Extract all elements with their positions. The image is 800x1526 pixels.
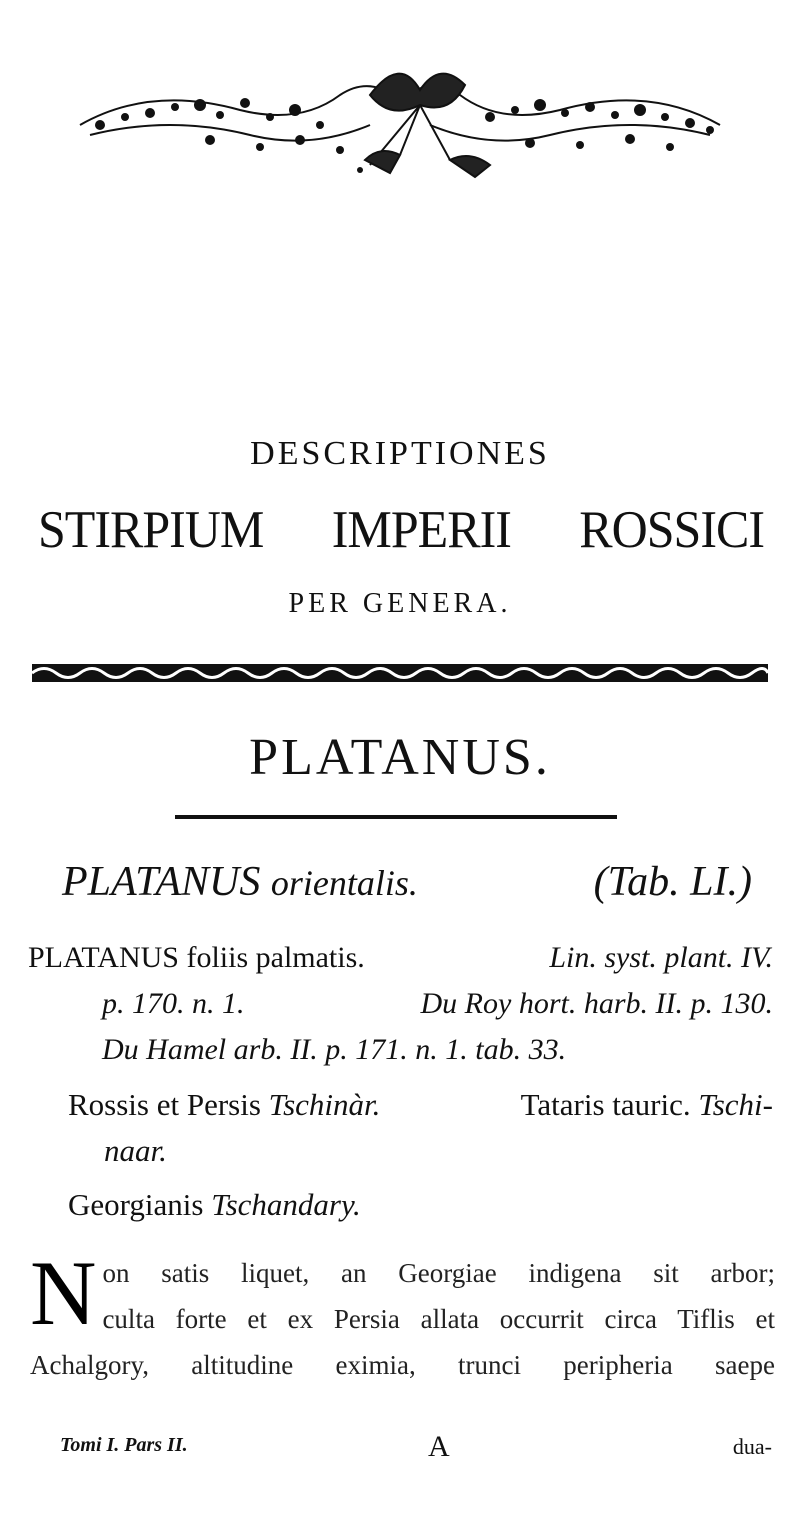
synonym-diagnosis: PLATANUS foliis palmatis.	[28, 941, 365, 974]
paragraph-line: on satis liquet, an Georgiae indigena sit arbor;	[102, 1258, 775, 1288]
description-paragraph	[30, 1242, 775, 1388]
vernacular-names	[68, 1082, 773, 1228]
vernacular-line	[68, 1182, 773, 1228]
species-genus: PLATANUS	[62, 859, 261, 905]
vernacular-line	[68, 1082, 773, 1128]
title-main	[38, 499, 764, 560]
paragraph-line: Achalgory, altitudine eximia, trunci peripheria saepe	[30, 1350, 775, 1380]
title-per-genera: PER GENERA.	[288, 588, 512, 619]
drop-cap: N	[30, 1242, 97, 1344]
scroll-divider-ornament	[32, 662, 768, 684]
synonymy-block	[28, 935, 773, 1073]
vernacular-name: Tschandary.	[211, 1187, 361, 1222]
species-heading	[62, 858, 752, 906]
synonym-line	[102, 981, 773, 1027]
species-name	[62, 858, 418, 906]
plate-reference: (Tab. LI.)	[593, 859, 752, 905]
gathering-signature: A	[428, 1430, 450, 1463]
vernacular-people: Tataris tauric.	[520, 1087, 691, 1122]
floral-garland-ornament	[70, 55, 730, 185]
title-word-rossici: ROSSICI	[579, 499, 764, 559]
paragraph-line: culta forte et ex Persia allata occurrit circa Tiflis et	[102, 1304, 775, 1334]
synonym-line: Du Hamel arb. II. p. 171. n. 1. tab. 33.	[102, 1033, 567, 1066]
vernacular-name: Tschinàr.	[268, 1087, 381, 1122]
synonym-citation: p. 170. n. 1.	[102, 987, 245, 1020]
title-word-imperii: IMPERII	[331, 499, 511, 559]
title-word-stirpium: STIRPIUM	[38, 499, 264, 559]
vernacular-people: Georgianis	[68, 1187, 204, 1222]
synonym-citation: Du Roy hort. harb. II. p. 130.	[420, 987, 773, 1020]
vernacular-people: Rossis et Persis	[68, 1087, 261, 1122]
volume-signature: Tomi I. Pars II.	[60, 1434, 188, 1456]
vernacular-line: naar.	[104, 1133, 167, 1168]
catchword: dua-	[732, 1434, 772, 1459]
vernacular-name: Tschi-	[698, 1087, 773, 1122]
title-descriptiones: DESCRIPTIONES	[250, 435, 550, 472]
synonym-line	[28, 935, 773, 981]
synonym-citation: Lin. syst. plant. IV.	[549, 941, 773, 974]
genus-heading: PLATANUS.	[249, 729, 551, 786]
heading-rule	[175, 814, 617, 820]
species-epithet: orientalis.	[270, 863, 418, 903]
